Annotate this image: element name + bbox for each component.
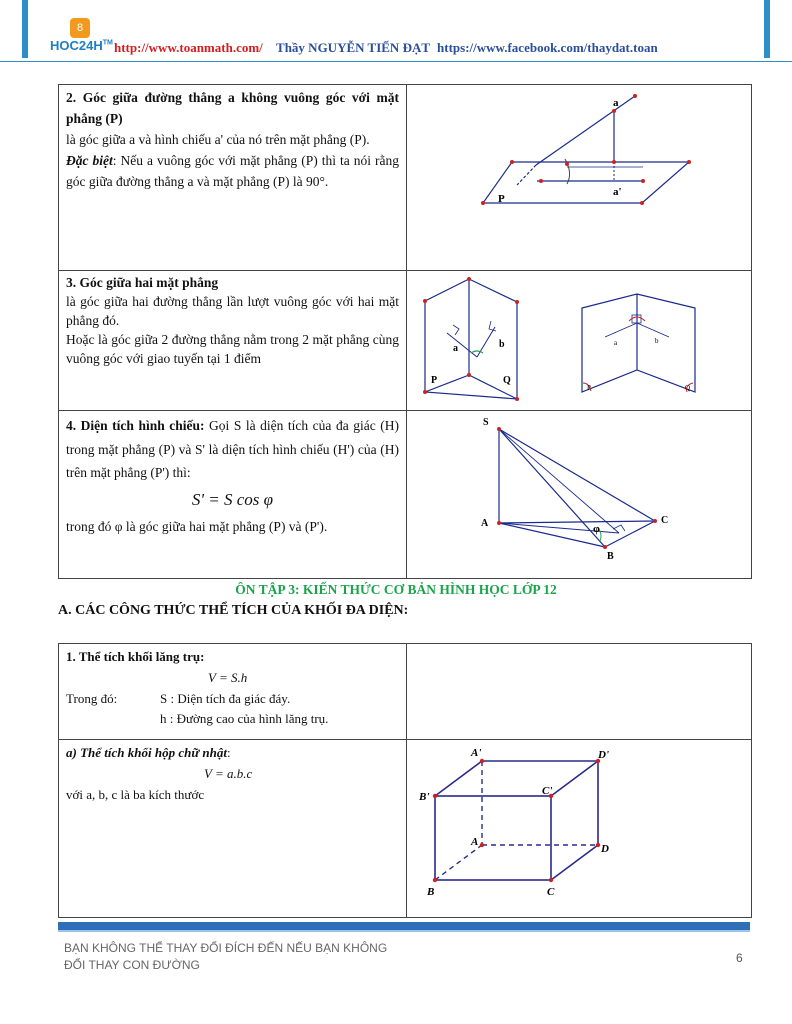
special-body: : Nếu a vuông góc với mặt phẳng (P) thì ta nói rằng góc giữa đường thẳng a và mặt phẳng (P) là 90°.: [66, 152, 399, 189]
logo-text: HOC24H: [50, 38, 103, 53]
label-d-prime: D': [598, 749, 609, 761]
page-number: 6: [736, 951, 743, 965]
label-phi: φ: [593, 523, 600, 535]
header-url-toanmath[interactable]: http://www.toanmath.com/: [114, 40, 263, 55]
row-angle-line-plane: [59, 85, 407, 271]
header-rule: [0, 61, 792, 62]
figure-projection: [407, 411, 751, 573]
label-q-small: Q: [685, 384, 691, 392]
page-header: [50, 18, 750, 62]
label-a-prime: A': [471, 747, 482, 759]
label-c-point: C: [661, 515, 669, 526]
label-d-vertex: D: [601, 843, 609, 855]
h-definition: h : Đường cao của hình lăng trụ.: [160, 711, 329, 727]
label-a-small: a: [614, 339, 618, 347]
row-prism-volume: [59, 644, 407, 740]
special-label: Đặc biệt: [66, 152, 113, 168]
label-c-vertex: C: [547, 886, 555, 898]
title-colon: :: [226, 745, 231, 760]
formula: V = S.h: [208, 669, 248, 685]
figure-cell: [407, 740, 752, 918]
label-b: b: [499, 339, 505, 350]
row-body-2: Hoặc là góc giữa 2 đường thẳng nằm trong 2 mặt phẳng cùng vuông góc với giao tuyến tại 1 điểm: [66, 331, 399, 366]
header-line: [114, 40, 658, 56]
formula: V = a.b.c: [204, 765, 253, 781]
label-plane-p: P: [498, 193, 505, 205]
logo: [50, 38, 113, 53]
figure-cell: [407, 411, 752, 579]
table-row: [59, 411, 752, 579]
label-c-prime: C': [542, 785, 553, 797]
where-label: Trong đó:: [66, 690, 118, 706]
figure-two-planes: [407, 271, 751, 405]
header-author: Thầy NGUYỄN TIẾN ĐẠT: [276, 40, 430, 55]
figure-cell: [407, 85, 752, 271]
label-p-small: P: [587, 384, 591, 392]
label-b-small: b: [655, 337, 659, 345]
label-a: a: [453, 343, 458, 354]
row-title: 1. Thể tích khối lăng trụ:: [66, 649, 205, 664]
page-edge-left: [22, 0, 28, 58]
row-title: a) Thể tích khối hộp chữ nhật: [66, 745, 227, 760]
label-a-prime: a': [613, 186, 622, 198]
table-row: [59, 271, 752, 411]
row-title: 3. Góc giữa hai mặt phẳng: [66, 275, 219, 290]
label-s: S: [483, 417, 489, 428]
figure-line-plane: [407, 85, 751, 265]
footer-slogan: BẠN KHÔNG THỂ THAY ĐỔI ĐÍCH ĐẾN NẾU BẠN KHÔNG ĐỔI THAY CON ĐƯỜNG: [64, 941, 388, 973]
label-b-prime: B': [419, 791, 430, 803]
table-row: [59, 644, 752, 740]
volume-table: [58, 643, 752, 918]
theory-table: [58, 84, 752, 579]
row-note: với a, b, c là ba kích thước: [66, 786, 205, 802]
logo-tm: TM: [102, 39, 113, 47]
formula: S' = S cos φ: [191, 489, 274, 509]
row-body: là góc giữa a và hình chiếu a' của nó trên mặt phẳng (P).: [66, 131, 370, 147]
row-projection-area: [59, 411, 407, 579]
label-plane-q: Q: [503, 375, 511, 386]
table-row: [59, 740, 752, 918]
s-definition: S : Diện tích đa giác đáy.: [160, 690, 291, 706]
section-heading: A. CÁC CÔNG THỨC THỂ TÍCH CỦA KHỐI ĐA DIỆN:: [58, 603, 409, 618]
row-body: Gọi S là diện tích của đa giác (H) trong mặt phẳng (P) và S' là diện tích hình chiếu (H') của (H) trên mặt phẳng (P') thì:: [66, 418, 399, 481]
figure-cell: [407, 271, 752, 411]
row-box-volume: [59, 740, 407, 918]
header-url-facebook[interactable]: https://www.facebook.com/thaydat.toan: [437, 40, 658, 55]
row-body: là góc giữa hai đường thẳng lần lượt vuông góc với hai mặt phẳng đó.: [66, 293, 399, 328]
label-a-point: A: [481, 518, 489, 529]
row-angle-two-planes: [59, 271, 407, 411]
label-a: a: [613, 97, 619, 109]
row-title: 2. Góc giữa đường thẳng a không vuông góc với mặt phẳng (P): [66, 90, 399, 126]
label-plane-p: P: [431, 375, 438, 386]
footer-bar: [58, 922, 750, 930]
logo-badge: 8: [70, 18, 90, 38]
footer-bar-light: [58, 930, 750, 932]
empty-figure-cell: [407, 644, 752, 740]
figure-rectangular-box: [407, 740, 751, 912]
label-b-vertex: B: [427, 886, 435, 898]
section-title: ÔN TẬP 3: KIẾN THỨC CƠ BẢN HÌNH HỌC LỚP 12: [235, 582, 557, 597]
row-title: 4. Diện tích hình chiếu:: [66, 418, 205, 433]
table-row: [59, 85, 752, 271]
label-b-point: B: [607, 551, 614, 562]
page-edge-right: [764, 0, 770, 58]
label-a-vertex: A: [471, 836, 479, 848]
row-tail: trong đó φ là góc giữa hai mặt phẳng (P) và (P').: [66, 518, 328, 534]
